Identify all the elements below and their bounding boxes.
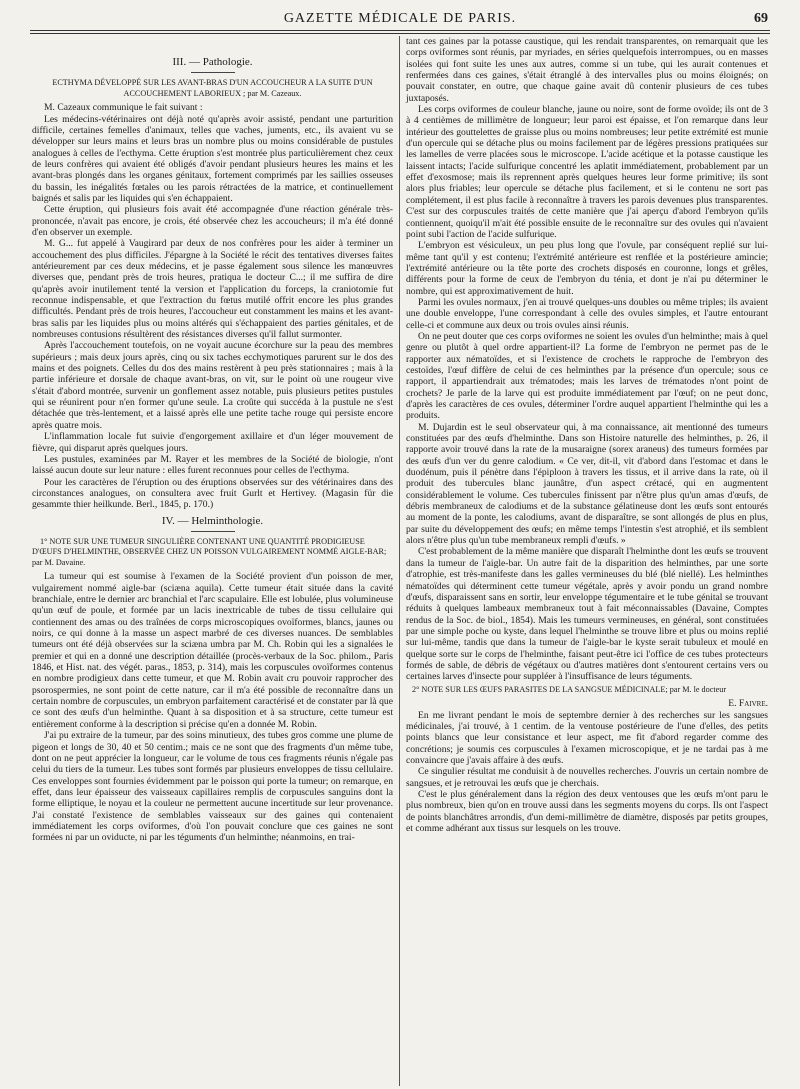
paragraph: Les médecins-vétérinaires ont déjà noté qu'après avoir assisté, pendant une parturition difficile, certaines femelles d'animaux, telles que vaches, juments, etc., ils avaient vu se développer sur leurs mains et leurs bras un nombre plus ou moins considérable de pustules analogues à celles de l'ecthyma. Cette éruption s'est montrée plus particulièrement chez ceux de leurs confrères qui avaient été obligés d'avoir pendant plusieurs heures les mains et les avant-bras plongés dans les organes génitaux, fortement comprimés par les saillies osseuses du bassin, les inégalités fœtales ou les parois rétractées de la matrice, et continuellement baignés et salis par les liquides qui s'en échappaient. xyxy=(32,113,393,204)
paragraph: L'embryon est vésiculeux, un peu plus long que l'ovule, par conséquent replié sur lui-même tant qu'il y est contenu; l'extrémité antérieure est renflée et la postérieure amincie; l'extrémité antérieure ou la tête porte des crochets disposés en couronne, longs et grêles, différents pour la forme de ceux de l'embryon du ténia, et dont je n'ai pu déterminer le nombre, qui est approximativement de huit. xyxy=(406,240,768,297)
paragraph: Après l'accouchement toutefois, on ne voyait aucune écorchure sur la peau des membres supérieurs ; mais deux jours après, cinq ou six taches ecchymotiques parurent sur le dos des mains et des poignets. Celles du dos des mains restèrent à peu près stationnaires ; mais à la partie inférieure et dorsale de chaque avant-bras, on vit, sur le point où une rougeur vive s'était d'abord montrée, survenir un gonflement assez notable, puis plusieurs petites pustules qui se réunirent pour n'en former qu'une seule. La croûte qui succéda à la pustule ne s'est détachée que très-lentement, et a laissé après elle une petite tache rouge qui persiste encore après quatre mois. xyxy=(32,340,393,431)
page-number: 69 xyxy=(754,11,768,26)
paragraph: M. Cazeaux communique le fait suivant : xyxy=(44,102,203,114)
paragraph: Ce singulier résultat me conduisit à de nouvelles recherches. J'ouvris un certain nombre de sangsues, et je retrouvai les œufs que je cherchais. xyxy=(406,766,768,789)
paragraph: Parmi les ovules normaux, j'en ai trouvé quelques-uns doubles ou même triples; ils avaient une double enveloppe, l'une correspondant à celle des ovules simples, et l'autre entourant celle-ci et commune aux deux ou trois ovules ainsi réunis. xyxy=(406,296,768,331)
journal-title: GAZETTE MÉDICALE DE PARIS. xyxy=(283,11,517,26)
paragraph: Cette éruption, qui plusieurs fois avait été accompagnée d'une réaction générale très-prononcée, n'avait pas encore, je crois, été observée chez les accoucheurs; il m'a été donné d'en observer un exemple. xyxy=(32,204,393,238)
paragraph: J'ai pu extraire de la tumeur, par des soins minutieux, des tubes gros comme une plume de pigeon et longs de 30, 40 et 50 centim.; mais ce ne sont que des fragments d'un même tube, dont on ne peut apprécier la longueur, car le volume de tous ces fragments réunis n'égale pas celui du tiers de la tumeur. Les tubes sont formés par plusieurs enveloppes de tissu cellulaire. Ces enveloppes sont fournies évidemment par le poisson qui porte la tumeur; on remarque, en effet, dans leur épaisseur des vaisseaux capillaires remplis de corpuscules sanguins dont la forme elliptique, le noyau et la couleur ne permettent aucune incertitude sur leur provenance. J'ai constaté l'existence de semblables vaisseaux sur des gaines qui contenaient immédiatement les corps oviformes, d'où l'on pouvait conclure que ces gaines ne sont formées ni par un oviducte, ni par les téguments d'un helminthe; néanmoins, en trai- xyxy=(32,730,393,844)
paragraph: Les pustules, examinées par M. Rayer et les membres de la Société de biologie, n'ont laissé aucun doute sur leur nature : elles furent reconnues pour celles de l'ecthyma. xyxy=(32,453,393,477)
paragraph: On ne peut douter que ces corps oviformes ne soient les ovules d'un helminthe; mais à quel genre ou plutôt à quel ordre appartient-il? La forme de l'embryon ne permet pas de le rapporter aux nématoïdes, et si l'existence de crochets le rapproche de l'embryon des cestoïdes, l'œuf diffère de celui de ces helminthes par la présence d'un opercule; sous ce rapport, il appartiendrait aux trématodes; mais les larves de trématodes n'ont point de crochets? Je parle de la larve qui est produite immédiatement par l'œuf; on ne peut donc, d'après les caractères de ces ovules, déterminer l'ordre auquel appartient l'helminthe qui les a produits. xyxy=(406,330,768,422)
right-column xyxy=(400,36,774,1086)
running-head xyxy=(30,0,770,31)
section-rule xyxy=(191,72,235,73)
header-rule xyxy=(30,33,770,34)
section-heading-pathologie: III. — Pathologie. xyxy=(172,56,253,68)
author-signature: E. Faivre. xyxy=(728,698,768,710)
section-heading-helminthologie: IV. — Helminthologie. xyxy=(161,514,264,527)
article-title-aigle-bar: 1° NOTE SUR UNE TUMEUR SINGULIÈRE CONTENANT UNE QUANTITÉ PRODIGIEUSE D'ŒUFS D'HELMINTHE, OBSERVÉE CHEZ UN POISSON VULGAIREMENT NOMMÉ AIGLE-BAR; par M. Davaine. xyxy=(32,536,387,567)
paragraph: C'est le plus généralement dans la région des deux ventouses que les œufs m'ont paru le plus nombreux, bien qu'on en trouve aussi dans les segments moyens du corps. Ils ont l'aspect de points blanchâtres arrondis, d'un demi-millimètre de diamètre, disposés par petits groupes, et comme adhérant aux tissus sur lesquels on les trouve. xyxy=(406,788,768,834)
article-title-ecthyma: ECTHYMA DÉVELOPPÉ SUR LES AVANT-BRAS D'UN ACCOUCHEUR A LA SUITE D'UN ACCOUCHEMENT LABORIEUX ; par M. Cazeaux. xyxy=(52,78,373,98)
paragraph: La tumeur qui est soumise à l'examen de la Société provient d'un poisson de mer, vulgairement nommé aigle-bar (sciæna aquila). Cette tumeur était située dans la cavité branchiale, entre le dernier arc branchial et l'arc scapulaire. Elle est lobulée, plus volumineuse qu'un œuf de poule, et formée par un lacis inextricable de tubes de tissu cellulaire qui contiennent des amas ou des traînées de corps microscopiques ovoïformes, blancs, jaunes ou noirs, ce qui donne à la masse un aspect marbré de ces diverses nuances. De semblables tumeurs ont été déjà observées sur la sciæna umbra par M. Ch. Robin qui les a signalées le premier et qui en a donné une description détaillée (procès-verbaux de la Soc. philom., Paris 1846, et Hist. nat. des végét. paras., 1853, p. 314), mais les corpuscules ovoïformes contenus en nombre prodigieux dans cette tumeur, et que M. Robin avait cru pouvoir rapprocher des psorospermies, ne sont point de cette nature, car il m'a été possible de reconnaître dans un certain nombre de corpuscules, un embryon parfaitement caractérisé et de constater par là que ce sont des œufs d'un helminthe. Quant à sa disposition et à sa structure, cette tumeur est entièrement conforme à la description si précise qu'en a donnée M. Robin. xyxy=(32,571,393,730)
paragraph: L'inflammation locale fut suivie d'engorgement axillaire et d'un léger mouvement de fièvre, qui disparut après quelques jours. xyxy=(32,431,393,454)
paragraph: tant ces gaines par la potasse caustique, qui les rendait transparentes, on remarquait que les corps oviformes sont réunis, par myriades, en séries quelquefois interrompues, ou en masses isolées qui font suite les unes aux autres, comme si un tube, qui les aurait contenues et renfermées dans ces gaines, s'était étranglé à des intervalles plus ou moins éloignés; on pouvait constater, en outre, que chaque gaine avait dû contenir plusieurs de ces tubes juxtaposés. xyxy=(406,36,768,104)
paragraph: C'est probablement de la même manière que disparaît l'helminthe dont les œufs se trouvent dans la tumeur de l'aigle-bar. Un autre fait de la disparition des helminthes, par une sorte d'atrophie, est très-manifeste dans les galles vermineuses du blé (blé niellé). Les helminthes nématoïdes qui déterminent cette tumeur végétale, après y avoir pondu un grand nombre d'œufs, disparaissent sans en sortir, leur enveloppe tégumentaire et le tube génital se trouvant réduits à quelques lambeaux membraneux tout à fait méconnaissables (Davaine, Comptes rendus de la Soc. de biol., 1854). Mais les tumeurs vermineuses, en général, sont constituées par une simple poche ou kyste, dans lequel l'helminthe se trouve libre et plus ou moins replié sur lui-même, tandis que dans la tumeur de l'aigle-bar le kyste serait tubuleux et moulé en quelque sorte sur le corps de l'helminthe, faisant peut-être ici l'office de ces tubes protecteurs formés de sable, de débris de végétaux ou d'autres matières dont s'entourent certains vers ou certaines larves d'insecte pour suppléer à l'insuffisance de leurs téguments. xyxy=(406,546,768,683)
left-column xyxy=(26,36,400,1086)
article-title-sangsue: 2° NOTE SUR LES ŒUFS PARASITES DE LA SANGSUE MÉDICINALE; par M. le docteur xyxy=(412,684,727,694)
paragraph: En me livrant pendant le mois de septembre dernier à des recherches sur les sangsues médicinales, j'ai trouvé, à 1 centim. de la ventouse postérieure de l'une d'elles, des petits points blancs que leur consistance et leur aspect, me fit d'abord regarder comme des concrétions; je soumis ces corpuscules à l'examen microscopique, et je ne tardai pas à me convaincre que j'avais affaire à des œufs. xyxy=(406,709,768,766)
paragraph: M. G... fut appelé à Vaugirard par deux de nos confrères pour les aider à terminer un accouchement des plus difficiles. J'épargne à la Société le récit des tentatives diverses faites antérieurement par ces deux médecins, et je passe également sous silence les manœuvres diverses que, pendant près de trois heures, pratiqua le docteur C...; il me suffira de dire qu'après avoir inutilement tenté la version et l'application du forceps, la craniotomie fut reconnue indispensable, et que l'extraction du fœtus mutilé offrit encore les plus grandes difficultés. Pendant près de trois heures, l'accoucheur eut constamment les mains et les avant-bras salis par les liquides plus ou moins altérés qui s'échappaient des parties génitales, et de nombreuses contusions résultèrent des résistances diverses qu'il fallut surmonter. xyxy=(32,238,393,341)
two-columns xyxy=(26,36,774,1086)
paragraph: Pour les caractères de l'éruption ou des éruptions observées sur des vétérinaires dans des circonstances analogues, on consultera avec fruit Gurlt et Hertivey. (Magasin für die gesammte thier heilkunde. Berl., 1845, p. 170.) xyxy=(32,476,393,511)
paragraph: M. Dujardin est le seul observateur qui, à ma connaissance, ait mentionné des tumeurs constituées par des œufs d'helminthe. Dans son Histoire naturelle des helminthes, p. 26, il rapporte avoir trouvé dans la rate de la musaraigne (sorex araneus) des tumeurs formées par des œufs d'un ver du genre calodium. « Ce ver, dit-il, vit d'abord dans l'estomac et dans le duodénum, puis il pénètre dans l'épiploon à travers les tissus, et il arrive dans la rate, où il produit des tubercules blanc jaunâtre, d'un aspect crétacé, qui en augmentent considérablement le volume. Ces tubercules finissent par n'être plus qu'un amas d'œufs, de débris membraneux de calodiums et de la substance gélatineuse dont les œufs sont entourés au moment de la ponte, les calodiums, avant de disparaître, se sont allongés de plus en plus, par suite du développement des œufs; en même temps l'intestin s'est atrophié, et ils semblent alors n'être plus qu'un tube membraneux rempli d'œufs. » xyxy=(406,421,768,547)
paragraph: Les corps oviformes de couleur blanche, jaune ou noire, sont de forme ovoïde; ils ont de 3 à 4 centièmes de millimètre de longueur; leur paroi est épaisse, et l'on remarque dans leur intérieur des gouttelettes de graisse plus ou moins nombreuses; leur petite extrémité est munie d'un opercule qui se détache plus ou moins facilement par de légères pressions pratiquées sur les lamelles de verre placées sous le microscope. L'acide acétique et la potasse caustique les laissent intacts; l'acide sulfurique concentré les aplatit immédiatement, probablement par un effet d'exosmose; mais ils reprennent après quelques heures leur forme primitive; ils sont alors plus friables; leur opercule se détache plus facilement, et si le contenu ne sort pas complétement, il est plus facile à reconnaître à travers les parois devenues plus transparentes. C'est sur des corpuscules traités de cette manière que j'ai aperçu d'abord l'embryon qu'ils contiennent, quoiqu'il m'ait été possible ensuite de le reconnaître sur des ovules qui n'avaient point subi l'action de l'acide sulfurique. xyxy=(406,104,768,240)
section-rule xyxy=(191,531,235,532)
